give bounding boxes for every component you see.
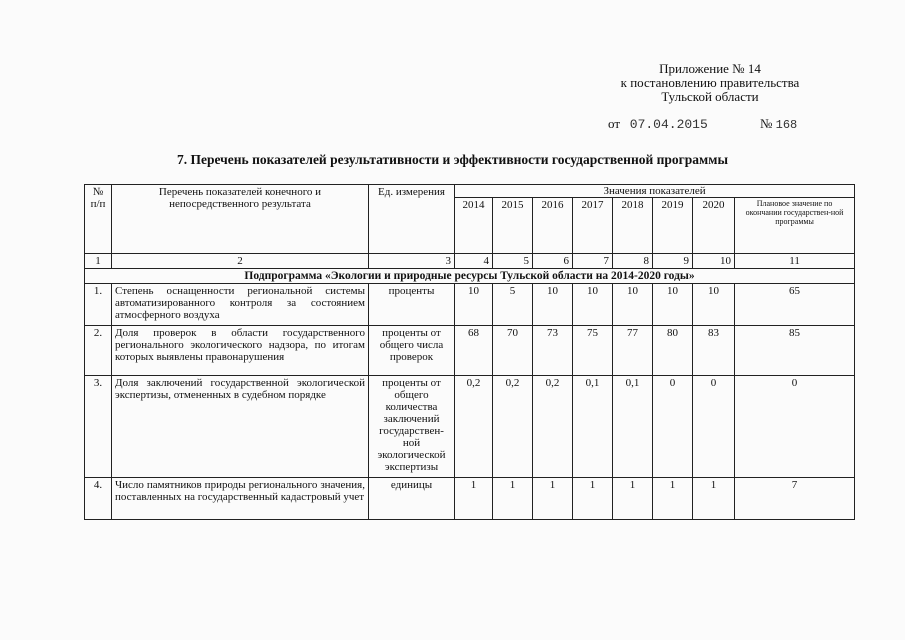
row-unit: единицы [369, 478, 455, 520]
row-value: 77 [613, 326, 653, 376]
row-value: 0,1 [573, 376, 613, 478]
row-value: 0 [693, 376, 735, 478]
index-cell: 7 [573, 254, 613, 269]
row-unit: проценты от общего числа проверок [369, 326, 455, 376]
page-title: 7. Перечень показателей результативности и эффективности государственной программы [177, 152, 728, 167]
row-unit: проценты от общего количества заключений государствен-ной экологической экспертизы [369, 376, 455, 478]
year-cell: 2016 [533, 198, 573, 254]
number-value: 168 [775, 118, 798, 132]
subprogram-title: Подпрограмма «Экологии и природные ресурсы Тульской области на 2014-2020 годы» [85, 269, 855, 284]
row-name: Степень оснащенности региональной системы автоматизированного контроля за состоянием атмосферного воздуха [112, 284, 369, 326]
year-cell: 2020 [693, 198, 735, 254]
header-row-1 [85, 185, 855, 198]
year-cell: 2017 [573, 198, 613, 254]
header-plan: Плановое значение по окончании государствен-ной программы [735, 198, 855, 254]
year-cell: 2015 [493, 198, 533, 254]
table-row [85, 376, 855, 478]
table-row [85, 284, 855, 326]
row-value: 1 [573, 478, 613, 520]
row-value: 0 [653, 376, 693, 478]
row-name: Число памятников природы регионального значения, поставленных на государственный кадастровый учет [112, 478, 369, 520]
row-value: 68 [455, 326, 493, 376]
index-cell: 10 [693, 254, 735, 269]
row-value: 10 [455, 284, 493, 326]
row-num: 2. [85, 326, 112, 376]
index-row [85, 254, 855, 269]
date-line [608, 116, 798, 132]
row-value: 1 [455, 478, 493, 520]
index-cell: 11 [735, 254, 855, 269]
row-value: 0,2 [533, 376, 573, 478]
index-cell: 2 [112, 254, 369, 269]
index-cell: 1 [85, 254, 112, 269]
appendix-line-3: Тульской области [661, 89, 759, 104]
row-unit: проценты [369, 284, 455, 326]
row-value: 73 [533, 326, 573, 376]
row-value: 5 [493, 284, 533, 326]
row-plan: 85 [735, 326, 855, 376]
index-cell: 6 [533, 254, 573, 269]
index-cell: 5 [493, 254, 533, 269]
header-num: № п/п [85, 185, 112, 254]
index-cell: 9 [653, 254, 693, 269]
row-value: 0,2 [493, 376, 533, 478]
row-value: 75 [573, 326, 613, 376]
number-prefix: № [760, 116, 773, 131]
row-num: 1. [85, 284, 112, 326]
index-cell: 3 [369, 254, 455, 269]
row-value: 0,1 [613, 376, 653, 478]
row-value: 1 [653, 478, 693, 520]
row-name: Доля заключений государственной экологической экспертизы, отмененных в судебном порядке [112, 376, 369, 478]
appendix-header [560, 62, 860, 104]
row-value: 70 [493, 326, 533, 376]
row-value: 0,2 [455, 376, 493, 478]
row-value: 1 [533, 478, 573, 520]
row-value: 10 [573, 284, 613, 326]
header-unit: Ед. измерения [369, 185, 455, 254]
table-row [85, 326, 855, 376]
row-value: 1 [613, 478, 653, 520]
year-cell: 2018 [613, 198, 653, 254]
row-value: 10 [693, 284, 735, 326]
year-cell: 2019 [653, 198, 693, 254]
row-plan: 65 [735, 284, 855, 326]
index-cell: 4 [455, 254, 493, 269]
header-values: Значения показателей [455, 185, 855, 198]
row-num: 4. [85, 478, 112, 520]
date-value: 07.04.2015 [629, 117, 708, 132]
row-plan: 7 [735, 478, 855, 520]
row-value: 10 [533, 284, 573, 326]
row-value: 80 [653, 326, 693, 376]
appendix-line-1: Приложение № 14 [659, 61, 761, 76]
row-value: 1 [693, 478, 735, 520]
header-name: Перечень показателей конечного и непосредственного результата [112, 185, 369, 254]
row-value: 10 [613, 284, 653, 326]
row-value: 1 [493, 478, 533, 520]
row-plan: 0 [735, 376, 855, 478]
row-value: 10 [653, 284, 693, 326]
row-num: 3. [85, 376, 112, 478]
date-prefix: от [608, 116, 621, 131]
appendix-line-2: к постановлению правительства [620, 75, 800, 90]
row-name: Доля проверок в области государственного регионального экологического надзора, по итогам которых выявлены правонарушения [112, 326, 369, 376]
index-cell: 8 [613, 254, 653, 269]
row-value: 83 [693, 326, 735, 376]
subprogram-row [85, 269, 855, 284]
year-cell: 2014 [455, 198, 493, 254]
table-row [85, 478, 855, 520]
indicators-table [84, 184, 855, 520]
